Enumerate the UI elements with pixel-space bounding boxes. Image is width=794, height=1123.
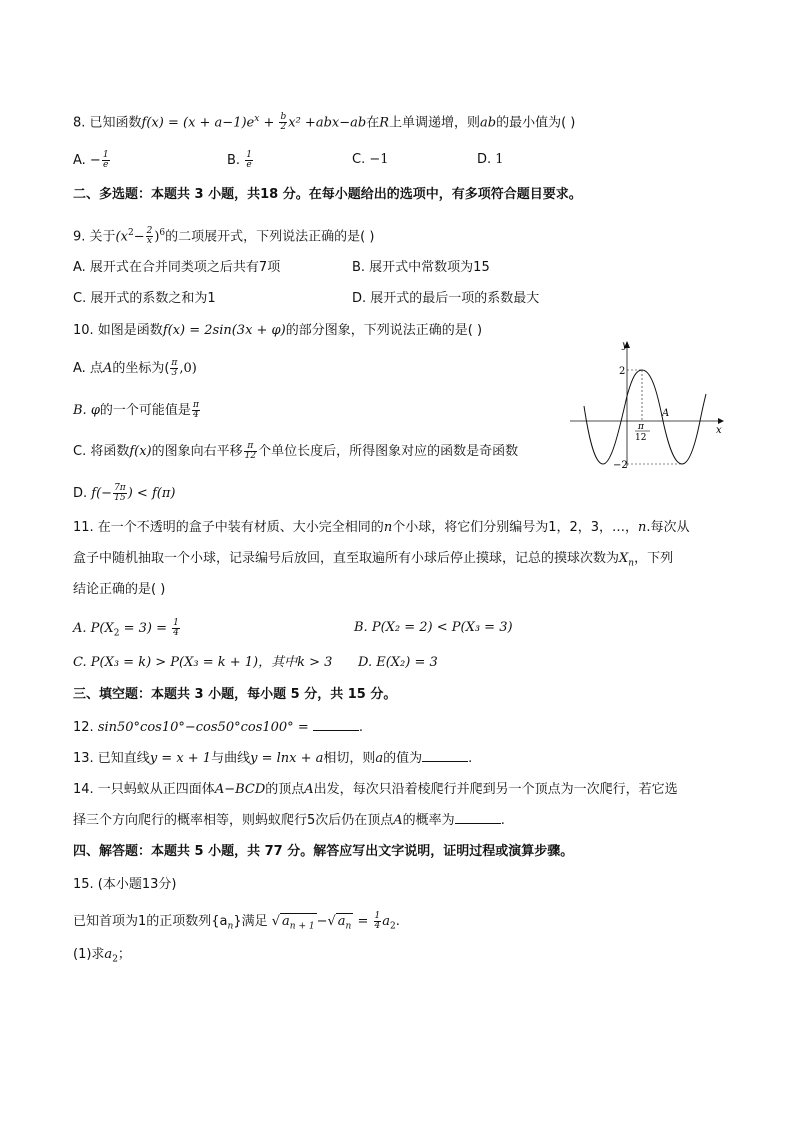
q11-stem-line1: 11. 在一个不透明的盒子中装有材质、大小完全相同的n个小球，将它们分别编号为1，2，3，…，n.每次从: [73, 520, 690, 535]
q14-stem-line1: 14. 一只蚂蚁从正四面体A−BCD的顶点A出发，每次只沿着棱爬行并爬到另一个顶点为一次爬行，若它选: [73, 782, 678, 797]
section-2-heading: 二、多选题：本题共 3 小题，共18 分。在每小题给出的选项中，有多项符合题目要求。: [73, 187, 582, 202]
q9-option-a: A. 展开式在合并同类项之后共有7项: [73, 260, 281, 275]
x-axis-arrow: [718, 418, 724, 424]
q9-option-c: C. 展开式的系数之和为1: [73, 291, 216, 306]
q12-answer-blank[interactable]: [313, 718, 359, 731]
q11-option-c: C. P(X₃ = k) > P(X₃ = k + 1)，其中k > 3: [73, 655, 333, 670]
x-axis-label: x: [716, 425, 722, 436]
q14-answer-blank[interactable]: [455, 811, 501, 824]
x-tick-pi: π: [638, 422, 644, 432]
q9-option-b: B. 展开式中常数项为15: [352, 260, 490, 275]
section-3-heading: 三、填空题：本题共 3 小题，每小题 5 分，共 15 分。: [73, 687, 397, 702]
q8-option-b: B. $\frac{1}{e}$: [227, 150, 252, 170]
q8-option-d: D. 1: [477, 152, 504, 167]
q15-title: 15. (本小题13分): [73, 877, 177, 892]
q15-part1: (1)求$a_2$；: [73, 947, 131, 965]
section-4-heading: 四、解答题：本题共 5 小题，共 77 分。解答应写出文字说明，证明过程或演算步骤。: [73, 844, 574, 859]
q14-stem-line2: 择三个方向爬行的概率相等，则蚂蚁爬行5次后仍在顶点A的概率为 .: [73, 813, 505, 828]
q9-stem: 9. 关于($x^2-$ $\frac{2}{x}$ )$^6$的二项展开式，下列说法正确的是( ): [73, 226, 375, 247]
q10-stem: 10. 如图是函数f(x) = 2sin(3x + φ)的部分图象，下列说法正确的是( ): [73, 323, 483, 338]
q12-stem: 12. sin50°cos10°−cos50°cos100° = .: [73, 720, 363, 735]
q8-option-c: C. −1: [352, 152, 389, 167]
y-tick-2: 2: [619, 366, 626, 377]
q11-stem-line2: 盒子中随机抽取一个小球，记录编号后放回，直至取遍所有小球后停止摸球，记总的摸球次数为$X_n$，下列: [73, 551, 674, 569]
q10-option-c: C. 将函数f(x)的图象向右平移 $\frac{\pi}{12}$ 个单位长度后，所得图象对应的函数是奇函数: [73, 441, 519, 461]
point-a-label: A: [662, 408, 670, 419]
q10-option-d: D. f(− $\frac{7\pi}{15}$ ) < f(π): [73, 483, 176, 503]
q10-option-a: A. 点A的坐标为( $\frac{\pi}{3}$ ,0): [73, 358, 197, 378]
q11-stem-line3: 结论正确的是( ): [73, 582, 166, 597]
q13-stem: 13. 已知直线y = x + 1与曲线y = lnx + a相切，则a的值为 .: [73, 751, 473, 766]
sine-curve: [584, 370, 706, 464]
q8-fraction: $\frac{b}{2}$: [280, 112, 287, 133]
sine-graph: [566, 336, 726, 471]
y-tick-neg2: −2: [613, 460, 628, 471]
q8-stem: 8. 已知函数$f(x) = (x + a-1)e^x$ + $\frac{b}{2}$ x² +abx−ab在R上单调递增，则ab的最小值为( ): [73, 112, 576, 133]
q11-option-b: B. P(X₂ = 2) < P(X₃ = 3): [354, 620, 513, 635]
y-axis-label: y: [622, 340, 628, 351]
x-tick-12: 12: [635, 433, 647, 443]
q11-option-d: D. E(X₂) = 3: [358, 655, 438, 670]
q15-stem: 已知首项为1的正项数列$\{a_n\}$满足 √ $a_{n + 1}$ −√ $a_n$ = $\frac{1}{4}$ $a_2$.: [73, 911, 400, 932]
q11-option-a: A. $P(X_2 = 3)$ = $\frac{1}{4}$: [73, 618, 179, 639]
q10-option-b: B. φ的一个可能值是 $\frac{\pi}{4}$: [73, 400, 199, 420]
q8-option-a: A. − $\frac{1}{e}$: [73, 150, 109, 170]
q9-option-d: D. 展开式的最后一项的系数最大: [352, 291, 540, 306]
q13-answer-blank[interactable]: [422, 749, 468, 762]
